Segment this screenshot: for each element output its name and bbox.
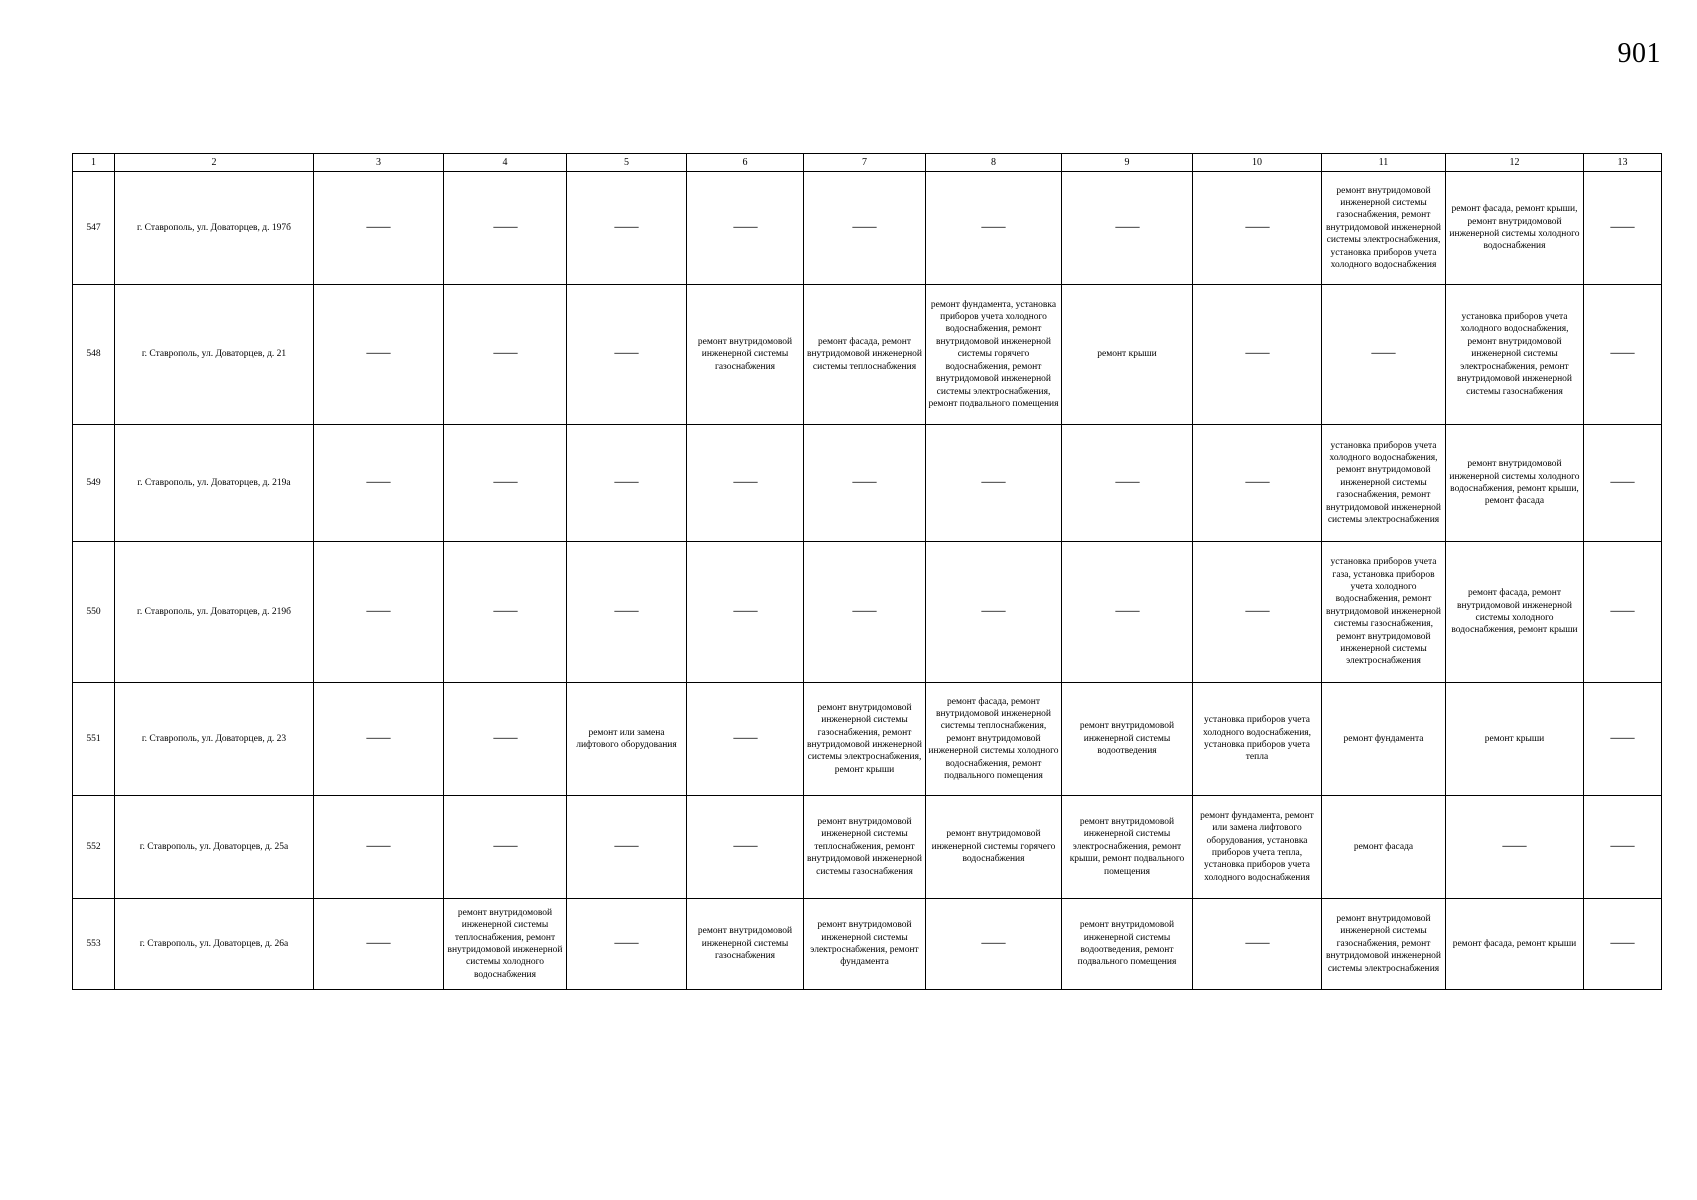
column-header: 5 — [567, 154, 687, 172]
table-cell — [314, 425, 444, 542]
table-cell — [314, 899, 444, 990]
table-cell — [444, 172, 567, 285]
table-row — [73, 683, 1662, 796]
dash-mark: — — [1245, 345, 1269, 362]
dash-mark: — — [981, 218, 1006, 235]
dash-mark: — — [366, 345, 391, 362]
dash-mark: — — [614, 837, 639, 854]
table-cell — [444, 425, 567, 542]
table-cell — [444, 285, 567, 425]
row-number: 550 — [73, 542, 115, 683]
column-header: 2 — [115, 154, 314, 172]
address-cell: г. Ставрополь, ул. Доваторцев, д. 26а — [115, 899, 314, 990]
table-cell — [804, 172, 926, 285]
dash-mark: — — [1245, 602, 1269, 619]
row-number: 547 — [73, 172, 115, 285]
page-number: 901 — [1617, 38, 1661, 69]
column-number-row — [73, 154, 1662, 172]
dash-mark: — — [981, 934, 1006, 951]
table-cell: ремонт внутридомовой инженерной системы газоснабжения — [687, 899, 804, 990]
table-cell — [567, 425, 687, 542]
column-header: 7 — [804, 154, 926, 172]
table-cell: ремонт внутридомовой инженерной системы электроснабжения, ремонт крыши, ремонт подвального помещения — [1062, 796, 1193, 899]
table-cell — [687, 542, 804, 683]
dash-mark: — — [1115, 218, 1139, 235]
dash-mark: — — [366, 218, 391, 235]
table-cell — [804, 425, 926, 542]
dash-mark: — — [1610, 602, 1635, 619]
column-header: 12 — [1446, 154, 1584, 172]
dash-mark: — — [733, 218, 757, 235]
row-number: 551 — [73, 683, 115, 796]
table-cell — [1584, 425, 1662, 542]
table-cell: ремонт фундамента, ремонт или замена лифтового оборудования, установка приборов учета тепла, установка приборов учета холодного водоснабжения — [1193, 796, 1322, 899]
column-header: 6 — [687, 154, 804, 172]
table-cell — [444, 683, 567, 796]
table-cell — [1446, 796, 1584, 899]
table-cell — [687, 425, 804, 542]
address-cell: г. Ставрополь, ул. Доваторцев, д. 219б — [115, 542, 314, 683]
dash-mark: — — [1610, 934, 1635, 951]
table-cell — [1193, 899, 1322, 990]
table-cell: ремонт крыши — [1446, 683, 1584, 796]
table-cell — [567, 899, 687, 990]
table-cell — [1584, 542, 1662, 683]
dash-mark: — — [981, 602, 1006, 619]
table-cell: ремонт внутридомовой инженерной системы водоотведения — [1062, 683, 1193, 796]
dash-mark: — — [366, 837, 391, 854]
table-cell — [1193, 285, 1322, 425]
row-number: 552 — [73, 796, 115, 899]
table-cell: ремонт внутридомовой инженерной системы газоснабжения, ремонт внутридомовой инженерной системы электроснабжения, ремонт крыши — [804, 683, 926, 796]
table-cell — [444, 796, 567, 899]
table-cell — [1062, 542, 1193, 683]
dash-mark: — — [981, 473, 1006, 490]
dash-mark: — — [852, 218, 877, 235]
table-cell — [1584, 899, 1662, 990]
column-header: 8 — [926, 154, 1062, 172]
table-cell — [314, 172, 444, 285]
table-cell: ремонт фасада — [1322, 796, 1446, 899]
dash-mark: — — [1610, 473, 1635, 490]
table-cell: ремонт внутридомовой инженерной системы теплоснабжения, ремонт внутридомовой инженерной системы холодного водоснабжения — [444, 899, 567, 990]
table-cell — [1322, 285, 1446, 425]
address-cell: г. Ставрополь, ул. Доваторцев, д. 197б — [115, 172, 314, 285]
dash-mark: — — [1502, 837, 1527, 854]
dash-mark: — — [493, 345, 517, 362]
dash-mark: — — [493, 473, 517, 490]
dash-mark: — — [1245, 218, 1269, 235]
table-cell — [1193, 425, 1322, 542]
row-number: 548 — [73, 285, 115, 425]
table-cell — [314, 796, 444, 899]
table-cell — [567, 796, 687, 899]
dash-mark: — — [614, 602, 639, 619]
table-cell: установка приборов учета газа, установка приборов учета холодного водоснабжения, ремонт внутридомовой инженерной системы газоснабжения, ремонт внутридомовой инженерной системы электроснабжения — [1322, 542, 1446, 683]
table-cell — [926, 425, 1062, 542]
dash-mark: — — [1115, 473, 1139, 490]
address-cell: г. Ставрополь, ул. Доваторцев, д. 23 — [115, 683, 314, 796]
table-cell — [314, 542, 444, 683]
address-cell: г. Ставрополь, ул. Доваторцев, д. 21 — [115, 285, 314, 425]
table-cell: ремонт внутридомовой инженерной системы холодного водоснабжения, ремонт крыши, ремонт фасада — [1446, 425, 1584, 542]
table-cell: установка приборов учета холодного водоснабжения, установка приборов учета тепла — [1193, 683, 1322, 796]
table-cell — [1193, 172, 1322, 285]
dash-mark: — — [733, 473, 757, 490]
column-header: 9 — [1062, 154, 1193, 172]
column-header: 3 — [314, 154, 444, 172]
table-cell: ремонт внутридомовой инженерной системы водоотведения, ремонт подвального помещения — [1062, 899, 1193, 990]
table-cell — [1584, 285, 1662, 425]
table-cell — [926, 899, 1062, 990]
column-header: 10 — [1193, 154, 1322, 172]
row-number: 549 — [73, 425, 115, 542]
dash-mark: — — [366, 934, 391, 951]
dash-mark: — — [614, 345, 639, 362]
table-cell: ремонт фундамента, установка приборов учета холодного водоснабжения, ремонт внутридомовой инженерной системы горячего водоснабжения, ремонт внутридомовой инженерной системы электроснабжения, ремонт подвального помещения — [926, 285, 1062, 425]
dash-mark: — — [614, 218, 639, 235]
table-cell — [1584, 796, 1662, 899]
table-cell: ремонт фундамента — [1322, 683, 1446, 796]
dash-mark: — — [852, 602, 877, 619]
dash-mark: — — [493, 602, 517, 619]
repair-schedule-table — [72, 153, 1662, 990]
table-cell: ремонт фасада, ремонт крыши — [1446, 899, 1584, 990]
dash-mark: — — [1245, 473, 1269, 490]
table-row — [73, 899, 1662, 990]
table-cell — [1062, 172, 1193, 285]
table-cell — [1193, 542, 1322, 683]
column-header: 13 — [1584, 154, 1662, 172]
address-cell: г. Ставрополь, ул. Доваторцев, д. 25а — [115, 796, 314, 899]
row-number: 553 — [73, 899, 115, 990]
column-header: 1 — [73, 154, 115, 172]
dash-mark: — — [852, 473, 877, 490]
table-cell — [687, 172, 804, 285]
table-cell: ремонт внутридомовой инженерной системы газоснабжения, ремонт внутридомовой инженерной системы электроснабжения — [1322, 899, 1446, 990]
table-cell — [314, 683, 444, 796]
table-cell: установка приборов учета холодного водоснабжения, ремонт внутридомовой инженерной системы электроснабжения, ремонт внутридомовой инженерной системы газоснабжения — [1446, 285, 1584, 425]
table-row — [73, 542, 1662, 683]
table-cell — [567, 542, 687, 683]
table-cell: ремонт фасада, ремонт внутридомовой инженерной системы теплоснабжения — [804, 285, 926, 425]
dash-mark: — — [614, 934, 639, 951]
dash-mark: — — [493, 729, 517, 746]
dash-mark: — — [493, 218, 517, 235]
table-cell: ремонт фасада, ремонт внутридомовой инженерной системы холодного водоснабжения, ремонт крыши — [1446, 542, 1584, 683]
table-cell — [687, 796, 804, 899]
table-cell: ремонт фасада, ремонт крыши, ремонт внутридомовой инженерной системы холодного водоснабжения — [1446, 172, 1584, 285]
table-row — [73, 796, 1662, 899]
dash-mark: — — [1371, 345, 1396, 362]
table-cell — [567, 285, 687, 425]
dash-mark: — — [1610, 345, 1635, 362]
table-cell — [926, 172, 1062, 285]
table-cell: установка приборов учета холодного водоснабжения, ремонт внутридомовой инженерной системы газоснабжения, ремонт внутридомовой инженерной системы электроснабжения — [1322, 425, 1446, 542]
dash-mark: — — [366, 602, 391, 619]
table-row — [73, 172, 1662, 285]
table-cell — [926, 542, 1062, 683]
column-header: 11 — [1322, 154, 1446, 172]
dash-mark: — — [733, 602, 757, 619]
dash-mark: — — [1610, 837, 1635, 854]
dash-mark: — — [493, 837, 517, 854]
table-cell: ремонт или замена лифтового оборудования — [567, 683, 687, 796]
table-cell: ремонт внутридомовой инженерной системы газоснабжения, ремонт внутридомовой инженерной системы электроснабжения, установка приборов учета холодного водоснабжения — [1322, 172, 1446, 285]
table-row — [73, 425, 1662, 542]
dash-mark: — — [733, 837, 757, 854]
dash-mark: — — [1245, 934, 1269, 951]
table-cell — [314, 285, 444, 425]
address-cell: г. Ставрополь, ул. Доваторцев, д. 219а — [115, 425, 314, 542]
dash-mark: — — [1610, 218, 1635, 235]
table-cell — [444, 542, 567, 683]
table-cell — [804, 542, 926, 683]
table-cell — [567, 172, 687, 285]
dash-mark: — — [1610, 729, 1635, 746]
table-cell — [1584, 683, 1662, 796]
dash-mark: — — [366, 473, 391, 490]
table-cell: ремонт внутридомовой инженерной системы горячего водоснабжения — [926, 796, 1062, 899]
table-row — [73, 285, 1662, 425]
table-cell — [1062, 425, 1193, 542]
dash-mark: — — [733, 729, 757, 746]
table-cell: ремонт фасада, ремонт внутридомовой инженерной системы теплоснабжения, ремонт внутридомовой инженерной системы холодного водоснабжения, ремонт подвального помещения — [926, 683, 1062, 796]
table-cell — [1584, 172, 1662, 285]
table-cell: ремонт внутридомовой инженерной системы теплоснабжения, ремонт внутридомовой инженерной системы газоснабжения — [804, 796, 926, 899]
table-cell: ремонт внутридомовой инженерной системы газоснабжения — [687, 285, 804, 425]
table-cell — [687, 683, 804, 796]
dash-mark: — — [366, 729, 391, 746]
dash-mark: — — [1115, 602, 1139, 619]
column-header: 4 — [444, 154, 567, 172]
table-cell: ремонт крыши — [1062, 285, 1193, 425]
table-cell: ремонт внутридомовой инженерной системы электроснабжения, ремонт фундамента — [804, 899, 926, 990]
dash-mark: — — [614, 473, 639, 490]
